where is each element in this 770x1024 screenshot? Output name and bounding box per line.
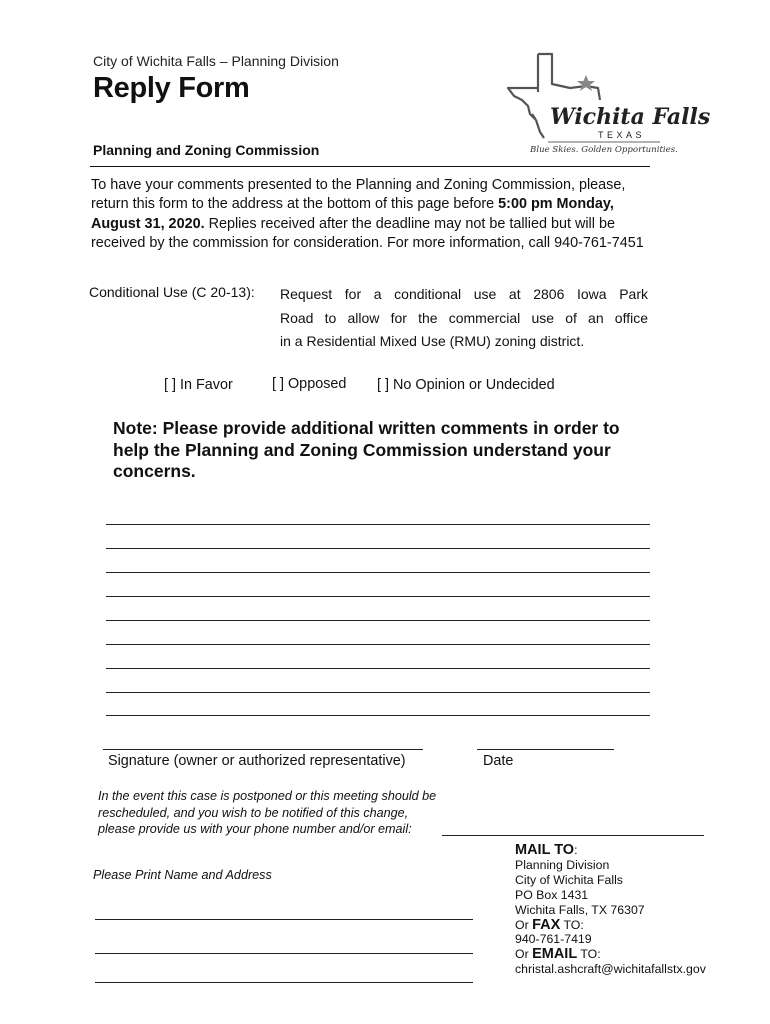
comment-line[interactable] [106,620,650,621]
page-title: Reply Form [93,72,250,104]
organization-name: City of Wichita Falls – Planning Division [93,53,339,69]
committee-name: Planning and Zoning Commission [93,142,320,158]
fax-number: 940-761-7419 [515,932,592,947]
name-address-line[interactable] [95,982,473,983]
header-divider [90,166,650,167]
comment-line[interactable] [106,644,650,645]
comment-line[interactable] [106,548,650,549]
print-name-label: Please Print Name and Address [93,868,272,882]
logo-state-text: TEXAS [598,130,646,140]
comment-line[interactable] [106,596,650,597]
deadline: 5:00 pm Monday, August 31, 2020. [91,196,614,232]
comment-line[interactable] [106,524,650,525]
wichita-falls-logo [500,48,711,158]
comment-line[interactable] [106,668,650,669]
mail-to-block: MAIL TO: Planning Division City of Wichita Falls PO Box 1431 Wichita Falls, TX 76307 Or FAX TO: 940-761-7419 Or EMAIL TO: christal.ashcraft@wichitafallstx.gov [515,843,755,977]
email-address: christal.ashcraft@wichitafallstx.gov [515,962,706,977]
contact-entry-line[interactable] [442,835,704,836]
name-address-line[interactable] [95,953,473,954]
option-no-opinion[interactable]: [ ] No Opinion or Undecided [377,377,555,393]
logo-name-text: Wichita Falls [550,104,711,130]
signature-line[interactable] [103,749,423,750]
name-address-line[interactable] [95,919,473,920]
signature-label: Signature (owner or authorized representative) [108,753,406,769]
option-opposed[interactable]: [ ] Opposed [272,376,347,392]
intro-paragraph: To have your comments presented to the Planning and Zoning Commission, please, return this form to the address at the bottom of this page before 5:00 pm Monday, August 31, 2020. Replies received after the deadline may not be tallied but will be received by the commission for consideration. For more information, call 940-761-7451 [91,177,644,252]
conditional-use-label: Conditional Use (C 20-13): [89,284,255,300]
date-label: Date [483,753,514,769]
comment-line[interactable] [106,572,650,573]
postpone-notice: In the event this case is postponed or this meeting should be rescheduled, and you wish to be notified of this change, please provide us with your phone number and/or email: [98,789,437,836]
option-in-favor[interactable]: [ ] In Favor [164,377,233,393]
mail-to-heading: MAIL TO [515,842,575,858]
comment-line[interactable] [106,692,650,693]
note-text: Note: Please provide additional written comments in order to help the Planning and Zoning Commission understand your concerns. [113,418,620,481]
date-line[interactable] [477,749,614,750]
conditional-use-description: Request for a conditional use at 2806 Iowa Park Road to allow for the commercial use of an office in a Residential Mixed Use (RMU) zoning district. [280,286,648,349]
star-icon [577,75,595,91]
logo-tagline-text: Blue Skies. Golden Opportunities. [530,145,678,155]
comment-line[interactable] [106,715,650,716]
